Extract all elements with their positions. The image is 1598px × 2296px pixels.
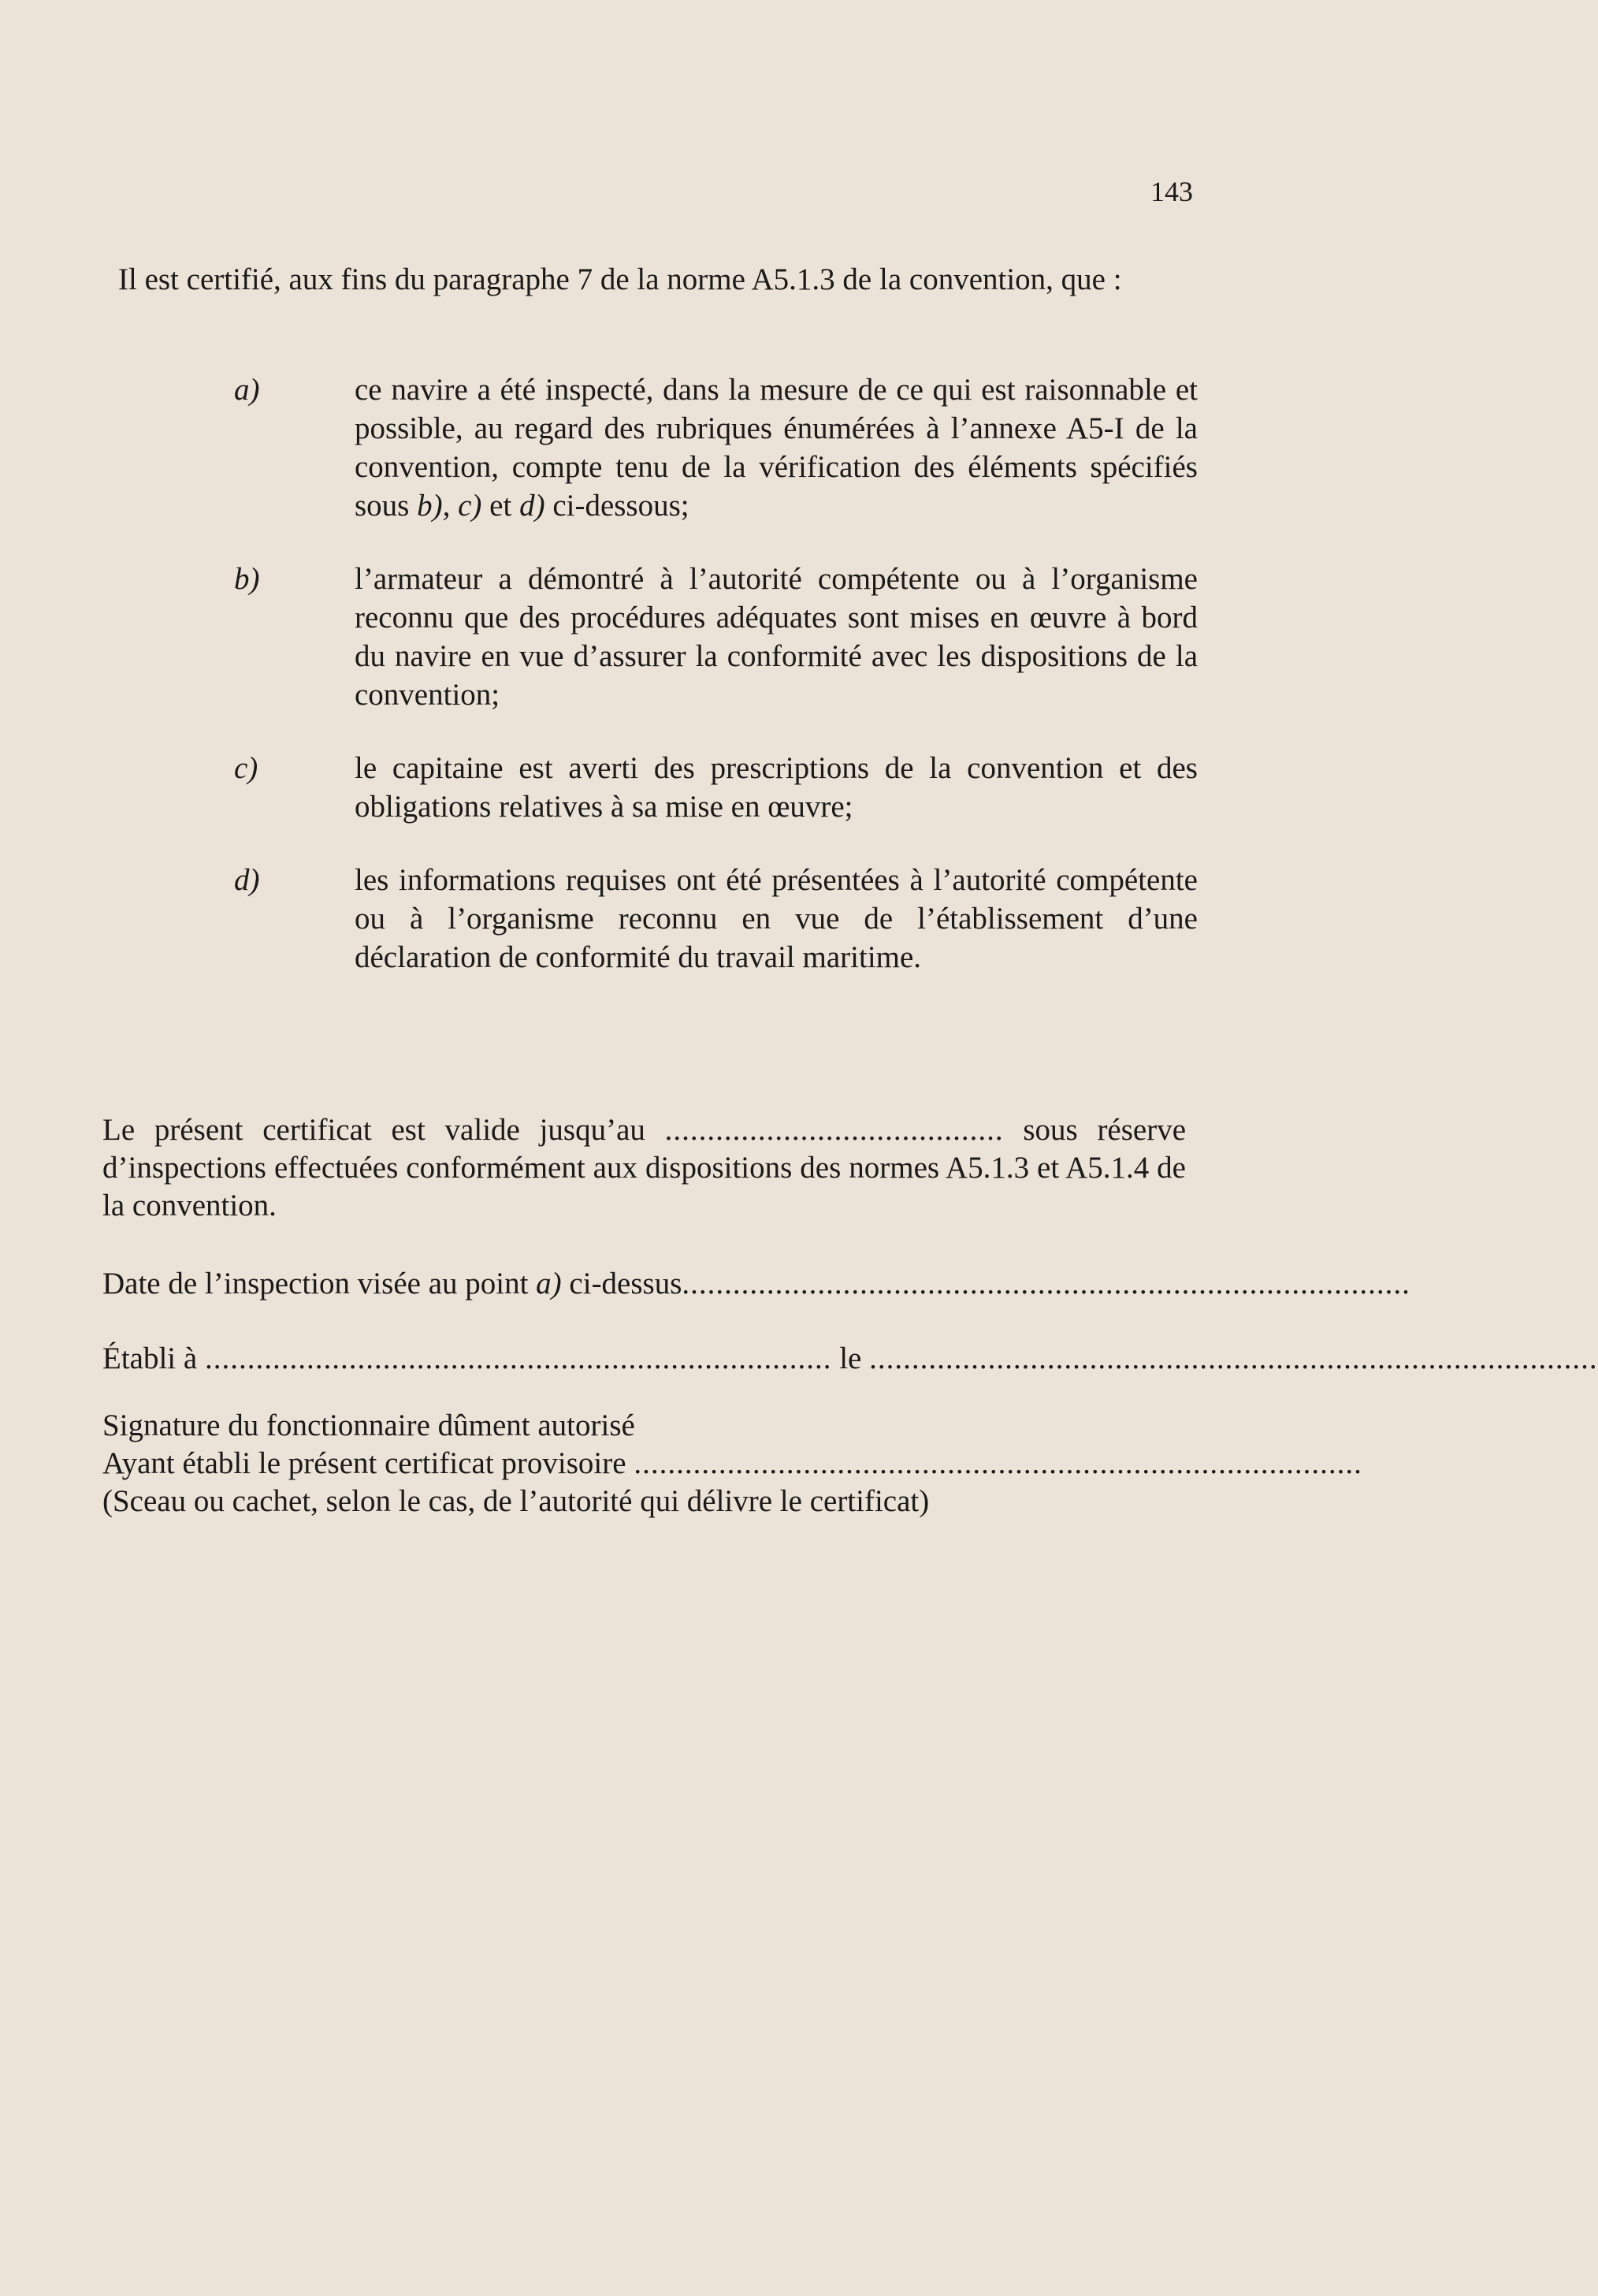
- list-item-d: [118, 861, 1198, 977]
- item-letter: b): [234, 562, 260, 596]
- item-letter: c): [234, 751, 258, 785]
- list-item-c: [118, 749, 1198, 826]
- page-number: 143: [1150, 176, 1193, 207]
- validity-date-blank: ........................................: [664, 1113, 1004, 1147]
- issued-on-label: le: [839, 1342, 862, 1375]
- issued-at-blank: ..........................................................................: [204, 1342, 832, 1375]
- certification-list: [118, 370, 1198, 1011]
- inspection-date-line: Date de l’inspection visée au point a) ci-dessus......................................................................................: [102, 1267, 1410, 1301]
- signature-line: Signature du fonctionnaire dûment autorisé: [102, 1408, 635, 1442]
- item-letter: d): [234, 863, 260, 897]
- issued-on-blank: ......................................................................................: [869, 1342, 1598, 1375]
- item-text: ce navire a été inspecté, dans la mesure de ce qui est raisonnable et possible, au regard des rubriques énumérées à l’annexe A5-I de la convention, compte tenu de la vérification des éléments spécifiés sous b), c) et d) ci-dessous;: [355, 373, 1198, 523]
- validity-paragraph: Le présent certificat est valide jusqu’au ........................................ sous réserve d’inspections effectuées conformément aux dispositions des normes A5.1.3 et A5.1.4 de la convention.: [102, 1113, 1187, 1222]
- item-text: les informations requises ont été présentées à l’autorité compétente ou à l’organisme reconnu en vue de l’établissement d’une déclaration de conformité du travail maritime.: [355, 863, 1198, 974]
- list-item-a: [118, 370, 1198, 525]
- issued-at-label: Établi à: [102, 1342, 198, 1375]
- intro-paragraph: Il est certifié, aux fins du paragraphe 7 de la norme A5.1.3 de la convention, que :: [118, 262, 1122, 296]
- issued-line: [102, 1340, 1598, 1378]
- signature-block: [102, 1407, 1362, 1520]
- item-text: l’armateur a démontré à l’autorité compétente ou à l’organisme reconnu que des procédures adéquates sont mises en œuvre à bord du navire en vue d’assurer la conformité avec les dispositions de la convention;: [355, 562, 1198, 712]
- item-text: le capitaine est averti des prescriptions de la convention et des obligations relatives à sa mise en œuvre;: [355, 751, 1198, 824]
- issuer-blank: ......................................................................................: [634, 1446, 1362, 1480]
- item-letter: a): [234, 373, 260, 407]
- list-item-b: [118, 560, 1198, 714]
- seal-line: (Sceau ou cachet, selon le cas, de l’autorité qui délivre le certificat): [102, 1484, 930, 1518]
- inspection-date-blank: ......................................................................................: [682, 1267, 1410, 1301]
- issuer-line: Ayant établi le présent certificat provisoire ......................................................................................: [102, 1446, 1362, 1480]
